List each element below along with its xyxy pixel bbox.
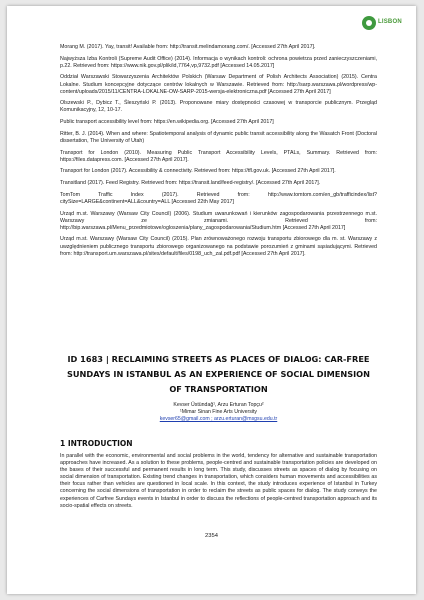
section-heading: 1 INTRODUCTION <box>60 439 133 448</box>
reference-item: Transport for London (2010). Measuring Public Transport Accessibility Levels, PTALs, Summary. Retrieved from: https://files.datapress.com. [Accessed 27th April 2017]. <box>60 149 377 163</box>
reference-item: Transport for London (2017). Accessibility & connectivity. Retrieved from: https://tfl.gov.uk. [Accessed 27th April 2017]. <box>60 168 336 175</box>
reference-item: Najwyższa Izba Kontroli (Supreme Audit Office) (2014). Informacja o wynikach kontroli: ochrona powietrza przed zanieczyszczeniami, p.22. Retrieved from: https://www.nik.gov.pl/plik/id,7764,vp,9732.pdf [Accessed 14.05.2017] <box>60 55 377 69</box>
reference-item: Public transport accessibility level from: https://en.wikipedia.org. [Accessed 27th April 2017] <box>60 119 274 126</box>
author-block <box>60 402 377 423</box>
section-body: In parallel with the economic, environmental and social problems in the world, tendency for alternative and sustainable transportation approaches have increased. As a solution to these problems, people-centred and sustainable transportation policies are developed on the bases of their successful and permanent results in long term. This study, discusses streets as spaces of dialog by focusing on social dimension of transportation. Existing trend changes in transportation, which considers human movements and accessibilities as their focus rather than vehicles are questioned in local scale. In this context, the study introduces experience of Istanbul in Turkey concerning the social dimensions of transportation in order to reclaim the streets as public spaces for dialog. The study conveys the experiences of Carfree Sundays events in Istanbul in order to discuss the reflections of people-centred transportation approach and its socio-spatial effects on streets. <box>60 453 377 509</box>
logo-icon <box>362 16 376 30</box>
paper-title: ID 1683 | RECLAIMING STREETS AS PLACES OF DIALOG: CAR-FREE SUNDAYS IN ISTANBUL AS AN EXPERIENCE OF SOCIAL DIMENSION OF TRANSPORTATION <box>67 354 370 394</box>
reference-item: TomTom Traffic Index (2017). Retrieved from: http://www.tomtom.com/en_gb/trafficindex/list?citySize=LARGE&continent=ALL&country=ALL [Accessed 22th May 2017] <box>60 191 377 205</box>
document-page <box>7 6 416 594</box>
reference-item: Ritter, B. J. (2014). When and where: Spatiotemporal analysis of dynamic public transit accessibility along the Wasatch Front (Doctoral dissertation, The University of Utah) <box>60 130 377 144</box>
references-list <box>60 44 377 262</box>
logo-text: LISBON <box>378 19 402 25</box>
reference-item: Olszewski P., Dybicz T., Śleszyński P. (2013). Proponowane miary dostępności czasowej w transporcie publicznym. Przegląd Komunikacyjny, 12, 10-17. <box>60 100 377 114</box>
author-emails-link[interactable]: kevser65@gmail.com ; arzu.erturan@msgsu.edu.tr <box>159 416 278 422</box>
reference-item: Transitland (2017). Feed Registry. Retrieved from: https://transit.land/feed-registry/. [Accessed 27th April 2017]. <box>60 180 321 187</box>
reference-item: Morang M. (2017). Yay, transit! Available from: http://transit.melindamorang.com/. [Accessed 27th April 2017]. <box>60 44 316 50</box>
reference-item: Urząd m.st. Warszawy (Warsaw City Council) (2015). Plan zrównoważonego rozwoju transportu zbiorowego dla m. st. Warszawy z uwzględnieniem publicznego transportu zbiorowego organizowanego na podstawie porozumień z gminami sąsiadującymi. Retrieved from: http://transport.um.warszawa.pl/sites/default/files/0198_uch_zal.pdf.pdf [Accessed 27th April 2017]. <box>60 236 377 257</box>
page-number: 2354 <box>205 533 218 539</box>
author-affiliation: ¹Mimar Sinan Fine Arts University <box>180 409 257 415</box>
reference-item: Oddział Warszawski Stowarzyszenia Architektów Polskich (Warsaw Department of Polish Architects Association) (2015). Centra Lokalne. Studium koncepcyjne dotyczące centrów lokalnych w Warszawie. Retrieved from: http://sarp.warszawa.pl/wordpress/wp-content/uploads/2015/11/CENTRA-LOKALNE-OW-SARP-2015-wersja-elektroniczna.pdf [Accessed 27th April 2017] <box>60 74 377 95</box>
reference-item: Urząd m.st. Warszawy (Warsaw City Council) (2006). Studium uwarunkowań i kierunków zagospodarowania przestrzennego m.st. Warszawy ze zmianami. Retrieved from: http://bip.warszawa.pl/Menu_przedmiotowe/ogloszenia/plany_zagospodarowania/Studium.htm [Accessed 27th April 2017] <box>60 210 377 231</box>
author-names: Kevser Üstündağ¹, Arzu Erturan Topçu² <box>173 402 264 408</box>
conference-logo <box>362 14 404 31</box>
